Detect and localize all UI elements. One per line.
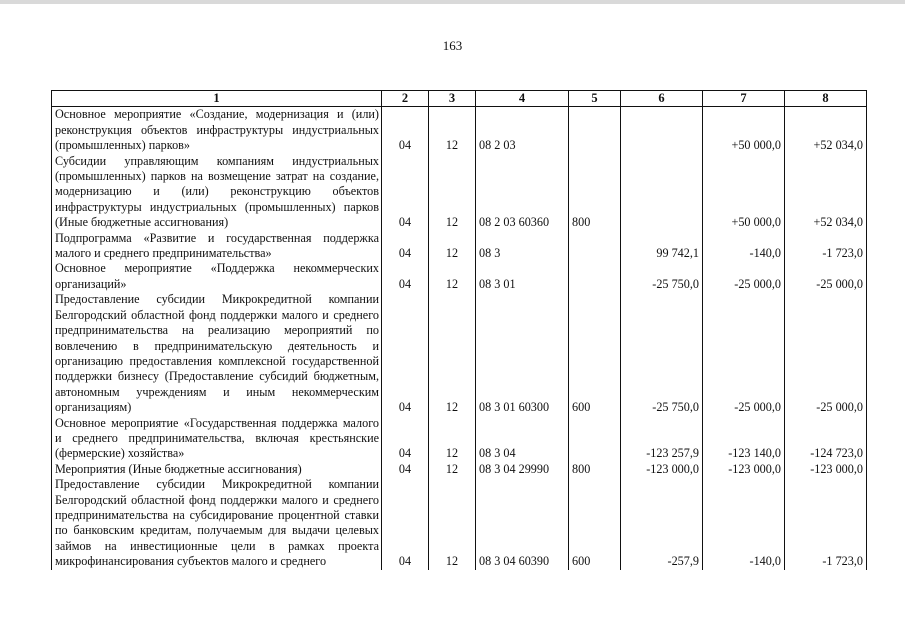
row-subsection: 12 — [429, 477, 476, 569]
row-name: Основное мероприятие «Государственная поддержка малого и среднего предпринимательства, включая крестьянские (фермерские) хозяйства» — [52, 416, 382, 462]
table-row — [52, 292, 867, 415]
row-expense-type: 800 — [569, 154, 621, 231]
row-value-col7: -140,0 — [703, 477, 785, 569]
row-expense-type: 600 — [569, 292, 621, 415]
table-header-row — [52, 91, 867, 107]
column-header: 8 — [785, 91, 867, 107]
table-row — [52, 107, 867, 154]
row-value-col6 — [621, 154, 703, 231]
row-section: 04 — [382, 292, 429, 415]
row-target-code: 08 3 04 60390 — [476, 477, 569, 569]
column-header: 2 — [382, 91, 429, 107]
row-expense-type — [569, 107, 621, 154]
column-header: 3 — [429, 91, 476, 107]
row-value-col7: +50 000,0 — [703, 107, 785, 154]
row-expense-type — [569, 231, 621, 262]
row-target-code: 08 3 04 — [476, 416, 569, 462]
row-value-col7: -140,0 — [703, 231, 785, 262]
row-section: 04 — [382, 261, 429, 292]
row-value-col8: -124 723,0 — [785, 416, 867, 462]
row-expense-type: 600 — [569, 477, 621, 569]
row-target-code: 08 3 01 60300 — [476, 292, 569, 415]
row-value-col8: +52 034,0 — [785, 107, 867, 154]
column-header: 4 — [476, 91, 569, 107]
row-value-col6: -25 750,0 — [621, 292, 703, 415]
row-subsection: 12 — [429, 261, 476, 292]
row-value-col7: -123 140,0 — [703, 416, 785, 462]
column-header: 7 — [703, 91, 785, 107]
row-value-col8: +52 034,0 — [785, 154, 867, 231]
row-target-code: 08 3 — [476, 231, 569, 262]
row-target-code: 08 2 03 60360 — [476, 154, 569, 231]
table-row — [52, 154, 867, 231]
row-target-code: 08 3 01 — [476, 261, 569, 292]
column-header: 1 — [52, 91, 382, 107]
row-value-col6: -257,9 — [621, 477, 703, 569]
row-subsection: 12 — [429, 107, 476, 154]
row-value-col6 — [621, 107, 703, 154]
row-expense-type: 800 — [569, 462, 621, 477]
row-value-col6: -123 257,9 — [621, 416, 703, 462]
table-row — [52, 416, 867, 462]
row-section: 04 — [382, 231, 429, 262]
row-value-col8: -123 000,0 — [785, 462, 867, 477]
row-value-col7: -25 000,0 — [703, 292, 785, 415]
row-target-code: 08 3 04 29990 — [476, 462, 569, 477]
column-header: 5 — [569, 91, 621, 107]
row-expense-type — [569, 416, 621, 462]
row-value-col7: -25 000,0 — [703, 261, 785, 292]
row-name: Мероприятия (Иные бюджетные ассигнования) — [52, 462, 382, 477]
row-value-col8: -1 723,0 — [785, 231, 867, 262]
row-value-col8: -1 723,0 — [785, 477, 867, 569]
row-expense-type — [569, 261, 621, 292]
row-value-col8: -25 000,0 — [785, 292, 867, 415]
row-section: 04 — [382, 416, 429, 462]
row-section: 04 — [382, 154, 429, 231]
row-value-col6: -123 000,0 — [621, 462, 703, 477]
table-row — [52, 477, 867, 569]
row-name: Предоставление субсидии Микрокредитной компании Белгородский областной фонд поддержки малого и среднего предпринимательства на субсидирование процентной ставки по банковским кредитам, получаемым для выдачи целевых займов на инвестиционные цели в рамках проекта микрофинансирования субъектов малого и среднего — [52, 477, 382, 569]
row-subsection: 12 — [429, 416, 476, 462]
page-number: 163 — [442, 38, 463, 53]
row-subsection: 12 — [429, 292, 476, 415]
row-name: Основное мероприятие «Поддержка некоммерческих организаций» — [52, 261, 382, 292]
row-value-col6: -25 750,0 — [621, 261, 703, 292]
budget-table — [51, 90, 867, 570]
scan-edge — [0, 0, 905, 4]
row-name: Предоставление субсидии Микрокредитной компании Белгородский областной фонд поддержки малого и среднего предпринимательства на реализацию мероприятий по вовлечению в предпринимательскую деятельность и организацию предоставления комплексной государственной поддержки бизнесу (Предоставление субсидий бюджетным, автономным учреждениям и иным некоммерческим организациям) — [52, 292, 382, 415]
table-row — [52, 261, 867, 292]
row-value-col8: -25 000,0 — [785, 261, 867, 292]
table-row — [52, 462, 867, 477]
row-value-col7: +50 000,0 — [703, 154, 785, 231]
row-value-col6: 99 742,1 — [621, 231, 703, 262]
row-value-col7: -123 000,0 — [703, 462, 785, 477]
row-name: Основное мероприятие «Создание, модернизация и (или) реконструкция объектов инфраструктуры индустриальных (промышленных) парков» — [52, 107, 382, 154]
row-section: 04 — [382, 107, 429, 154]
row-target-code: 08 2 03 — [476, 107, 569, 154]
row-subsection: 12 — [429, 231, 476, 262]
row-section: 04 — [382, 462, 429, 477]
row-section: 04 — [382, 477, 429, 569]
table-row — [52, 231, 867, 262]
row-name: Подпрограмма «Развитие и государственная поддержка малого и среднего предпринимательства» — [52, 231, 382, 262]
row-name: Субсидии управляющим компаниям индустриальных (промышленных) парков на возмещение затрат на создание, модернизацию и (или) реконструкцию объектов инфраструктуры индустриальных (промышленных) парков (Иные бюджетные ассигнования) — [52, 154, 382, 231]
row-subsection: 12 — [429, 154, 476, 231]
column-header: 6 — [621, 91, 703, 107]
row-subsection: 12 — [429, 462, 476, 477]
